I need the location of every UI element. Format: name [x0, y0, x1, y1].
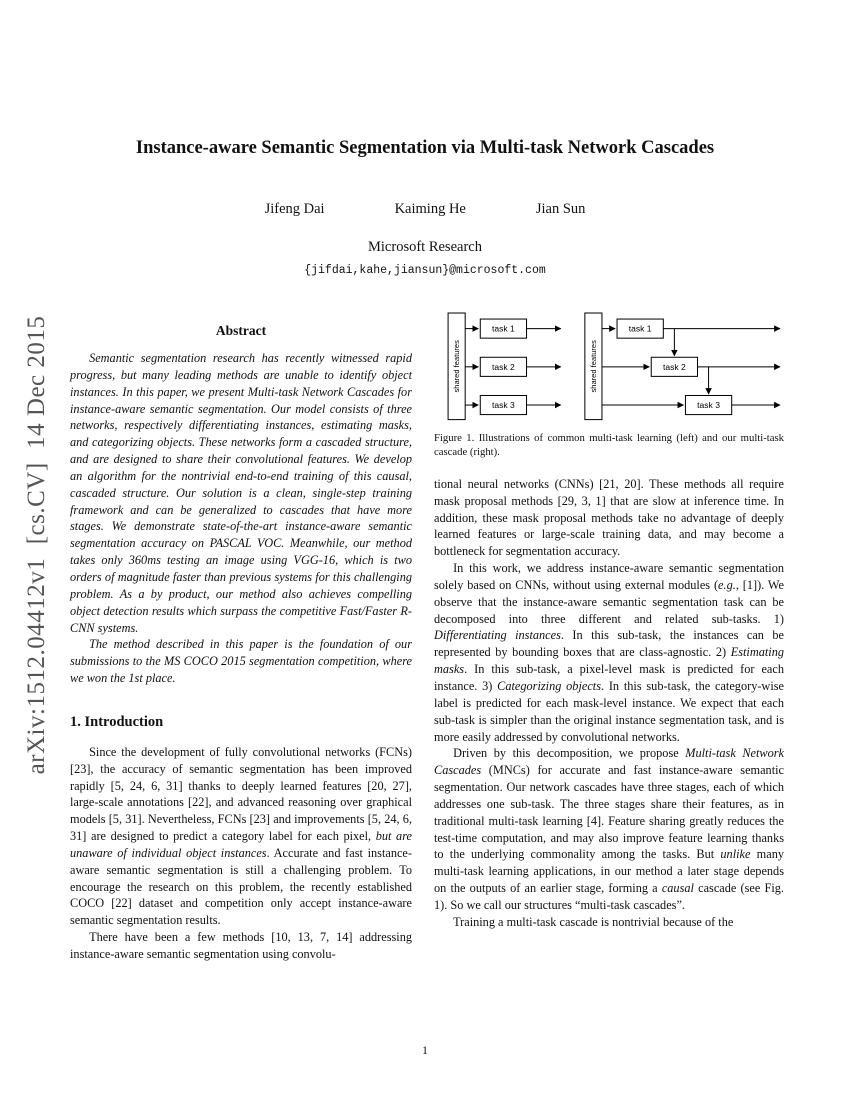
intro-paragraph-1: Since the development of fully convolutional networks (FCNs) [23], the accuracy of semantic segmentation has been improved rapidly [5, 24, 6, 31] thanks to deeply learned features [20, 27], large-scale annotations [22], and advanced reasoning over graphical models [5, 31]. Nevertheless, FCNs [23] and improvements [5, 24, 6, 31] are designed to predict a category label for each pixel, but are unaware of individual object instances. Accurate and fast instance-aware semantic segmentation is still a challenging problem. To encourage the research on this problem, the recently established COCO [22] dataset and competition only accept instance-aware semantic segmentation results.: [70, 744, 412, 928]
task3-label: task 3: [492, 400, 515, 411]
right-column-body: [434, 476, 784, 931]
right-paragraph-2: In this work, we address instance-aware semantic segmentation solely based on CNNs, without using external modules (e.g., [1]). We observe that the instance-aware semantic segmentation task can be decomposed into three different and related sub-tasks. 1) Differentiating instances. In this sub-task, the instances can be represented by bounding boxes that are class-agnostic. 2) Estimating masks. In this sub-task, a pixel-level mask is predicted for each instance. 3) Categorizing objects. In this sub-task, the category-wise label is predicted for each mask-level instance. We expect that each sub-task is simpler than the original instance segmentation task, and is more easily addressed by convolutional networks.: [434, 561, 784, 744]
right-paragraph-3: Driven by this decomposition, we propose Multi-task Network Cascades (MNCs) for accurate and fast instance-aware semantic segmentation. Our network cascades have three stages, each of which addresses one sub-task. The three stages share their features, as in traditional multi-task learning [4]. Feature sharing greatly reduces the test-time computation, and may also improve feature learning thanks to the underlying commonality among the tasks. But unlike many multi-task learning applications, in our method a later stage depends on the outputs of an earlier stage, forming a causal cascade (see Fig. 1). So we call our structures “multi-task cascades”.: [434, 746, 784, 912]
figure1-diagram: [434, 311, 784, 424]
task2-label: task 2: [662, 361, 686, 372]
right-paragraph-1: tional neural networks (CNNs) [21, 20]. These methods all require mask proposal methods [29, 3, 1] that are slow at inference time. In addition, these mask proposal methods take no advantage of deeply learned features or large-scale training data, and may become a bottleneck for segmentation accuracy.: [434, 476, 784, 559]
shared-features-label: shared features: [452, 340, 462, 393]
arxiv-banner: arXiv:1512.04412v1 [cs.CV] 14 Dec 2015: [23, 315, 50, 775]
task1-label: task 1: [492, 323, 515, 334]
left-column: [70, 311, 412, 963]
shared-features-label: shared features: [588, 340, 598, 393]
author-1: Jifeng Dai: [264, 201, 325, 217]
introduction-body: [70, 744, 412, 963]
section-heading-introduction: 1. Introduction: [70, 713, 164, 730]
task3-label: task 3: [697, 400, 720, 411]
right-paragraph-4: Training a multi-task cascade is nontrivial because of the: [453, 914, 734, 929]
author-3: Jian Sun: [535, 201, 586, 217]
task2-label: task 2: [492, 361, 515, 372]
intro-paragraph-2: There have been a few methods [10, 13, 7, 14] addressing instance-aware semantic segmentation using convolu-: [70, 930, 412, 961]
abstract-paragraph-1: Semantic segmentation research has recently witnessed rapid progress, but many leading methods are unable to identify object instances. In this paper, we present Multi-task Network Cascades for instance-aware semantic segmentation. Our model consists of three networks, respectively differentiating instances, estimating masks, and categorizing objects. These networks form a cascaded structure, and are designed to share their convolutional features. We develop an algorithm for the nontrivial end-to-end training of this causal, cascaded structure. Our solution is a clean, single-step training framework and can be generalized to cascades that have more stages. We demonstrate state-of-the-art instance-aware semantic segmentation accuracy on PASCAL VOC. Meanwhile, our method takes only 360ms testing an image using VGG-16, which is two orders of magnitude faster than previous systems for this challenging problem. As a by product, our method also achieves compelling object detection results which surpass the competitive Fast/Faster R-CNN systems.: [70, 351, 412, 635]
paper-title: Instance-aware Semantic Segmentation via Multi-task Network Cascades: [135, 138, 715, 158]
email: {jifdai,kahe,jiansun}@microsoft.com: [304, 264, 546, 277]
affiliation: Microsoft Research: [368, 239, 482, 255]
figure1: [434, 311, 784, 459]
page-number: 1: [422, 1043, 428, 1057]
multitask-cascade-diagram: [585, 313, 780, 420]
author-2: Kaiming He: [394, 201, 466, 217]
abstract-body: [70, 350, 412, 687]
author-list: [0, 201, 850, 218]
abstract-heading: Abstract: [215, 323, 267, 338]
abstract-paragraph-2: The method described in this paper is the foundation of our submissions to the MS COCO 2015 segmentation competition, where we won the 1st place.: [70, 637, 412, 686]
figure1-caption: Figure 1. Illustrations of common multi-task learning (left) and our multi-task cascade (right).: [434, 431, 784, 458]
task1-label: task 1: [628, 323, 652, 334]
multitask-learning-diagram: [448, 313, 561, 420]
two-column-body: [70, 311, 784, 963]
right-column: [434, 311, 784, 963]
